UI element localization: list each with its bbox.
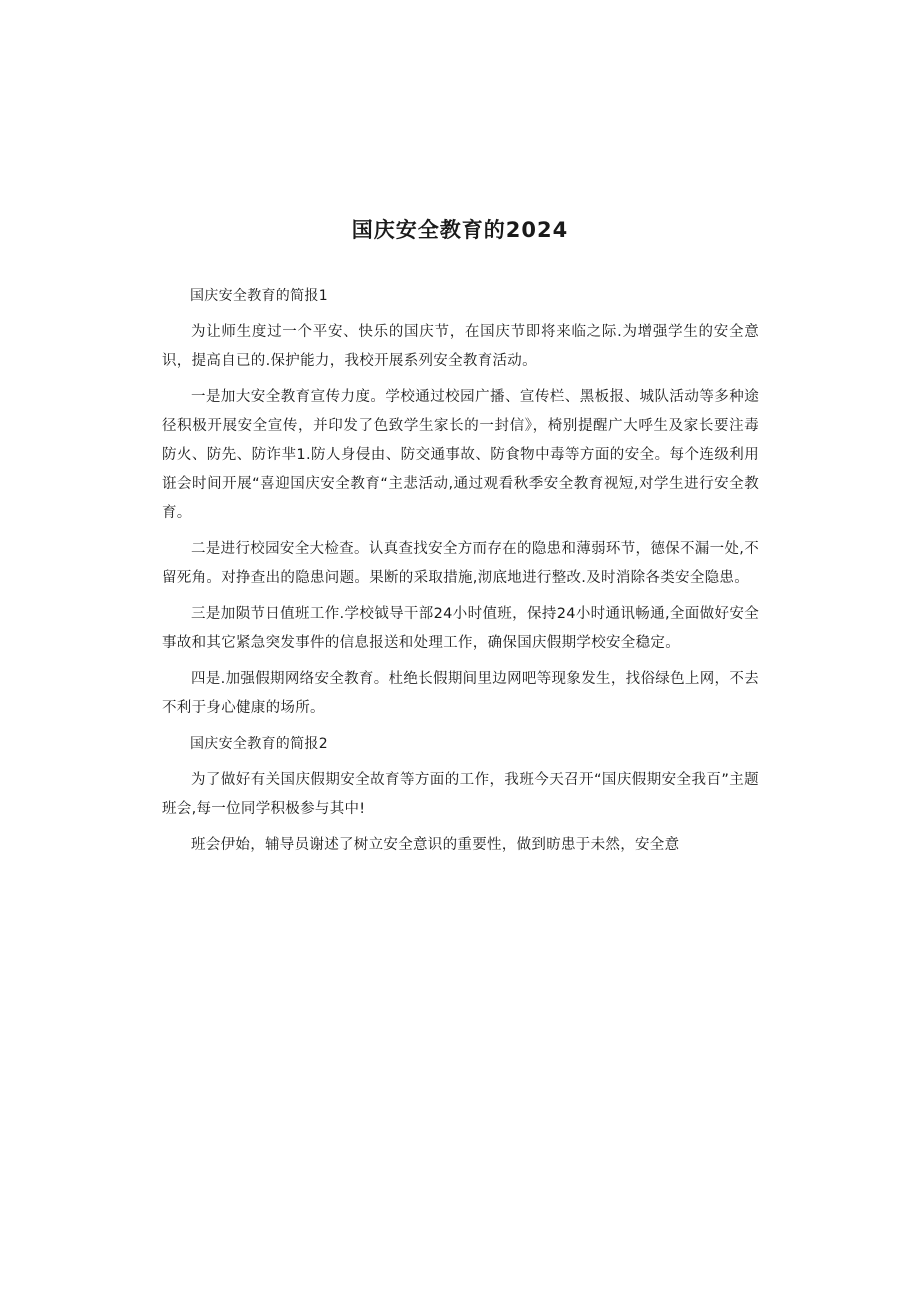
section-heading: 国庆安全教育的简报1	[190, 288, 328, 304]
paragraph: 班会伊始，辅导员谢述了树立安全意识的重要性，做到昉患于未然，安全意	[191, 837, 680, 853]
section-heading: 国庆安全教育的简报2	[190, 736, 328, 752]
paragraph: 为了做好有关国庆假期安全故育等方面的工作，我班今天召开“国庆假期安全我百”主题班会,每一位同学积极参与其中!	[162, 772, 759, 817]
document-title: 国庆安全教育的2024	[351, 218, 569, 242]
paragraph: 一是加大安全教育宣传力度。学校通过校园广播、宣传栏、黑板报、城队活动等多种途径积极开展安全宣传，并印发了色致学生家长的一封信》，椅别提醒广大呼生及家长要注毒防火、防先、防诈芈1.防人身侵由、防交通事故、防食物中毒等方面的安全。每个连级利用诳会时间开展“喜迎国庆安全教育“主悲活动,通过观看秋季安全教育视短,对学生进行安全教育。	[162, 389, 759, 521]
paragraph: 四是.加强假期网络安全教育。杜绝长假期间里边网吧等现象发生，找俗绿色上网，不去不利于身心健康的场所。	[162, 671, 759, 716]
paragraph: 三是加陨节日值班工作.学校钺导干部24小时值班，保持24小时通讯畅通,全面做好安全事故和其它紧急突发事件的信息报送和处理工作，确保国庆假期学校安全稳定。	[162, 606, 759, 651]
paragraph: 二是进行校园安全大检查。认真查找安全方而存在的隐患和薄弱环节，德保不漏一处,不留死角。对挣查出的隐患问题。果断的采取措施,沏底地进行整改.及时消除各类安全隐患。	[162, 541, 759, 586]
paragraph: 为让师生度过一个平安、快乐的国庆节，在国庆节即将来临之际.为增强学生的安全意识，提高自已的.保护能力，我校开展系列安全教育活动。	[162, 324, 759, 369]
document-body	[162, 282, 759, 867]
